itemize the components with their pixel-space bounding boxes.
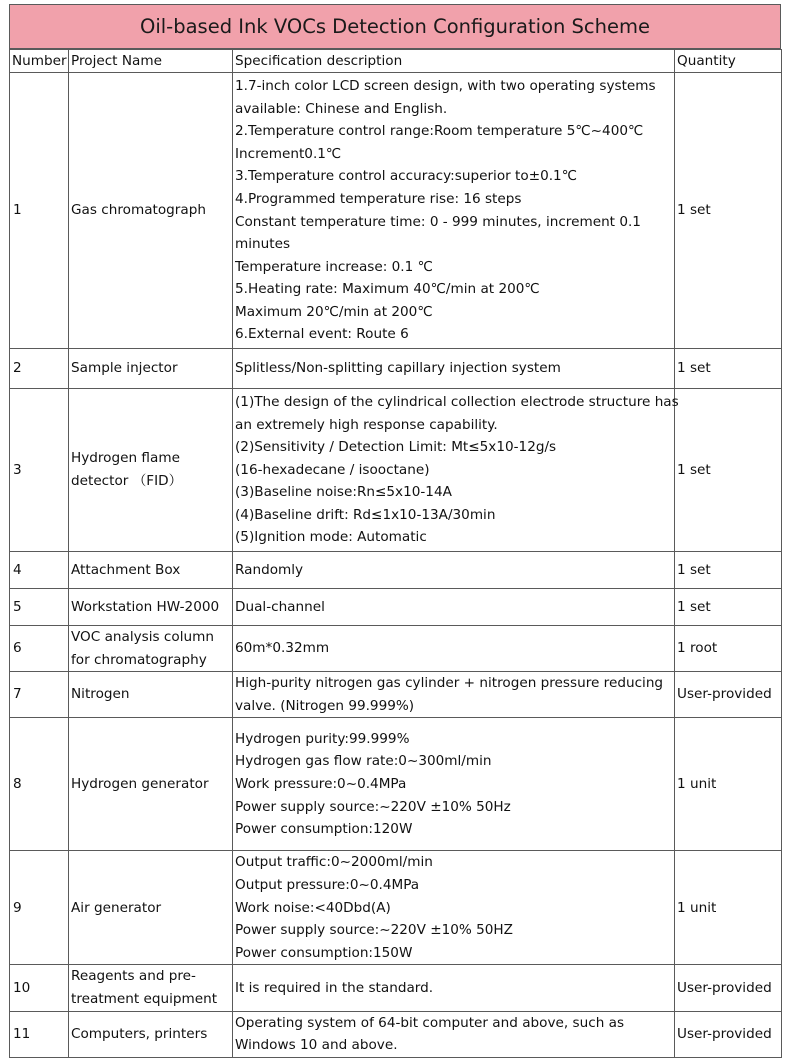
spec-description [233, 589, 675, 626]
spec-description [233, 389, 679, 552]
config-table [9, 49, 782, 1058]
spec-line: Power supply source:~220V ±10% 50Hz [235, 798, 511, 815]
spec-description [233, 965, 675, 1011]
table-row [10, 73, 782, 349]
col-quantity-header: Quantity [675, 50, 782, 73]
spec-line: Operating system of 64-bit computer and above, such as [235, 1014, 625, 1031]
table-row [10, 389, 782, 552]
spec-line: Dual-channel [235, 598, 325, 615]
quantity: 1 set [675, 73, 782, 349]
spec-line: Power consumption:120W [235, 821, 413, 838]
spec-line: 2.Temperature control range:Room temperature 5℃~400℃ [235, 123, 644, 140]
spec-line: 5.Heating rate: Maximum 40℃/min at 200℃ [235, 281, 540, 298]
quantity: 1 unit [675, 718, 782, 851]
project-name: Gas chromatograph [69, 73, 233, 349]
spec-line: (5)Ignition mode: Automatic [235, 529, 427, 546]
row-number: 7 [10, 672, 69, 718]
project-name: VOC analysis column for chromatography [69, 626, 233, 672]
spec-line: (4)Baseline drift: Rd≤1x10-13A/30min [235, 506, 496, 523]
project-name: Air generator [69, 851, 233, 965]
project-name: Computers, printers [69, 1011, 233, 1057]
spec-line: (16-hexadecane / isooctane) [235, 461, 430, 478]
quantity: User-provided [675, 672, 782, 718]
spec-line: 4.Programmed temperature rise: 16 steps [235, 190, 522, 207]
spec-line: minutes [235, 236, 291, 253]
spec-description [233, 626, 675, 672]
row-number: 9 [10, 851, 69, 965]
spec-line: Windows 10 and above. [235, 1037, 398, 1054]
quantity: 1 set [675, 589, 782, 626]
quantity: 1 set [675, 349, 782, 389]
row-number: 4 [10, 552, 69, 589]
table-row [10, 672, 782, 718]
table-row [10, 1011, 782, 1057]
spec-description [233, 672, 675, 718]
table-row [10, 718, 782, 851]
spec-line: Power supply source:~220V ±10% 50HZ [235, 922, 513, 939]
project-name: Hydrogen generator [69, 718, 233, 851]
col-spec-header: Specification description [233, 50, 675, 73]
table-row [10, 626, 782, 672]
spec-description [233, 349, 675, 389]
row-number: 10 [10, 965, 69, 1011]
spec-line: Power consumption:150W [235, 944, 413, 961]
spec-line: Work noise:<40Dbd(A) [235, 899, 391, 916]
header-row [10, 50, 782, 73]
spec-line: Output pressure:0~0.4MPa [235, 876, 420, 893]
quantity: User-provided [675, 1011, 782, 1057]
row-number: 5 [10, 589, 69, 626]
spec-line: Temperature increase: 0.1 ℃ [235, 258, 433, 275]
row-number: 3 [10, 389, 69, 552]
table-row [10, 851, 782, 965]
project-name: Sample injector [69, 349, 233, 389]
project-name: Hydrogen flame detector （FID） [69, 389, 233, 552]
table-row [10, 552, 782, 589]
spec-line: Increment0.1℃ [235, 145, 342, 162]
quantity: 1 set [675, 389, 782, 552]
project-name: Reagents and pre-treatment equipment [69, 965, 233, 1011]
row-number: 11 [10, 1011, 69, 1057]
spec-line: 3.Temperature control accuracy:superior to±0.1℃ [235, 168, 577, 185]
spec-line: an extremely high response capability. [235, 416, 498, 433]
spec-line: Work pressure:0~0.4MPa [235, 776, 407, 793]
col-project-header: Project Name [69, 50, 233, 73]
config-sheet [9, 4, 781, 1058]
spec-line: Maximum 20℃/min at 200℃ [235, 303, 433, 320]
spec-line: Output traffic:0~2000ml/min [235, 854, 433, 871]
spec-line: 60m*0.32mm [235, 640, 330, 657]
spec-description [233, 1011, 675, 1057]
spec-line: Hydrogen purity:99.999% [235, 730, 410, 747]
spec-line: (3)Baseline noise:Rn≤5x10-14A [235, 484, 452, 501]
spec-description [233, 73, 675, 349]
spec-line: available: Chinese and English. [235, 100, 448, 117]
spec-line: (2)Sensitivity / Detection Limit: Mt≤5x10-12g/s [235, 439, 557, 456]
spec-line: (1)The design of the cylindrical collection electrode structure has [235, 393, 679, 410]
spec-line: Constant temperature time: 0 - 999 minutes, increment 0.1 [235, 213, 641, 230]
spec-line: Hydrogen gas flow rate:0~300ml/min [235, 753, 492, 770]
spec-line: 6.External event: Route 6 [235, 326, 409, 343]
spec-line: valve. (Nitrogen 99.999%) [235, 697, 415, 714]
table-row [10, 349, 782, 389]
spec-description [233, 851, 675, 965]
project-name: Workstation HW-2000 [69, 589, 233, 626]
row-number: 6 [10, 626, 69, 672]
quantity: User-provided [675, 965, 782, 1011]
row-number: 2 [10, 349, 69, 389]
row-number: 8 [10, 718, 69, 851]
spec-description [233, 718, 675, 851]
spec-line: It is required in the standard. [235, 979, 434, 996]
row-number: 1 [10, 73, 69, 349]
page-title: Oil-based Ink VOCs Detection Configuration Scheme [9, 4, 781, 49]
spec-line: 1.7-inch color LCD screen design, with two operating systems [235, 77, 656, 94]
spec-line: Randomly [235, 561, 304, 578]
spec-line: High-purity nitrogen gas cylinder + nitrogen pressure reducing [235, 675, 664, 692]
table-row [10, 589, 782, 626]
spec-line: Splitless/Non-splitting capillary injection system [235, 360, 561, 377]
table-row [10, 965, 782, 1011]
project-name: Attachment Box [69, 552, 233, 589]
quantity: 1 set [675, 552, 782, 589]
col-number-header: Number [10, 50, 69, 73]
quantity: 1 unit [675, 851, 782, 965]
spec-description [233, 552, 675, 589]
project-name: Nitrogen [69, 672, 233, 718]
quantity: 1 root [675, 626, 782, 672]
